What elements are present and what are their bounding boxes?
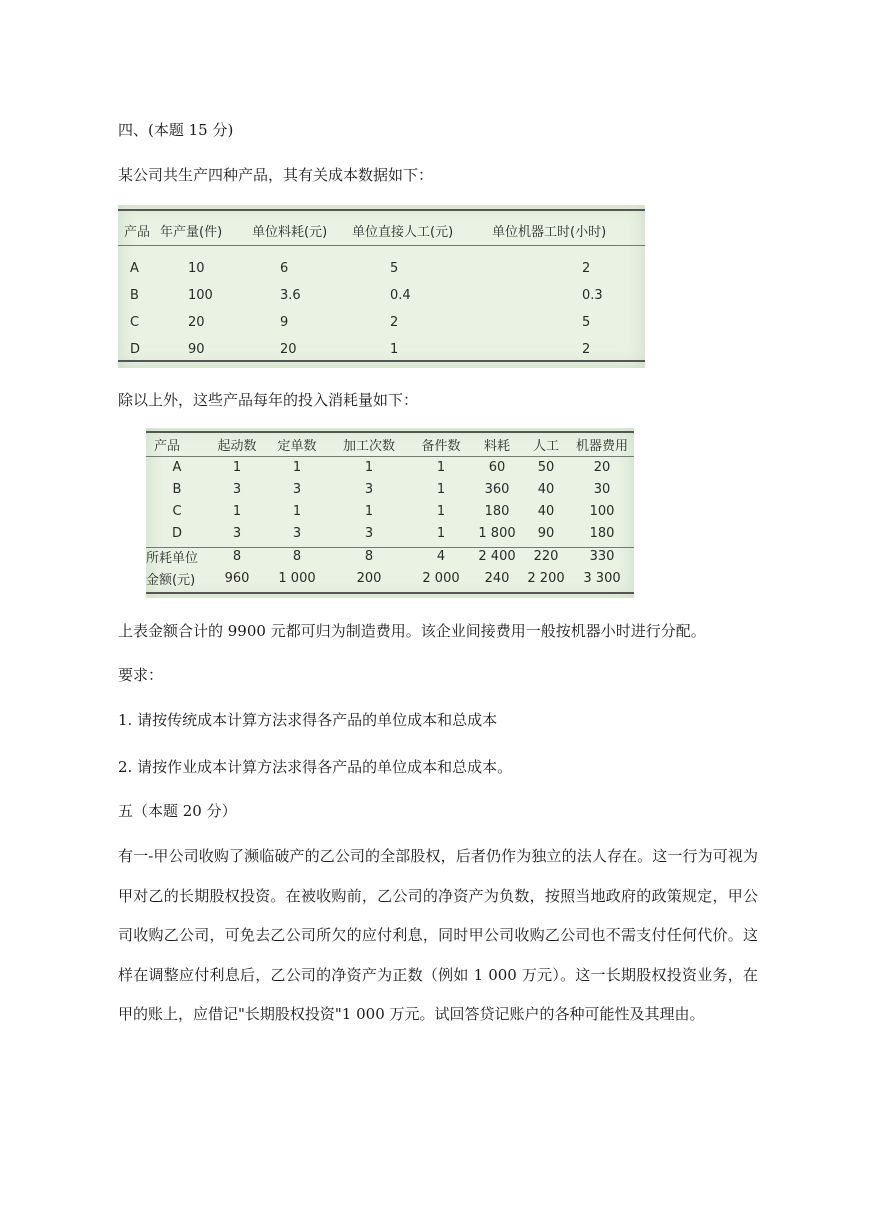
table2-cell: 2 200 — [527, 570, 565, 586]
table2-cell: 40 — [537, 481, 555, 497]
consumption-table — [146, 433, 634, 589]
table-row — [146, 478, 634, 500]
table1-cell: 0.4 — [390, 288, 411, 303]
section4-between-text: 除以上外，这些产品每年的投入消耗量如下： — [118, 391, 419, 409]
table1-cell: 2 — [582, 261, 591, 276]
table1-cell: 20 — [188, 315, 205, 330]
table1-cell: 6 — [280, 261, 289, 276]
table2-cell: 1 800 — [478, 526, 516, 541]
table2-cell: 2 000 — [422, 570, 460, 586]
table-row — [146, 456, 634, 478]
table2-cell: 3 — [292, 481, 302, 497]
table1-cell: 2 — [390, 315, 399, 330]
table2-header: 定单数 — [277, 439, 317, 454]
table1-cell: 90 — [188, 342, 205, 357]
section5-heading: 五（本题 20 分） — [118, 802, 237, 820]
table1-cell: 1 — [390, 342, 399, 357]
table2-amount-row — [146, 567, 634, 589]
table2-header: 料耗 — [483, 439, 510, 454]
table-row — [146, 500, 634, 522]
table2-bottom-rule — [146, 592, 634, 594]
table2-cell: 180 — [589, 526, 615, 541]
table-row — [118, 309, 645, 336]
section4-heading: 四、(本题 15 分) — [118, 121, 234, 139]
table1-top-rule — [118, 209, 645, 211]
table2-cell: 40 — [537, 503, 555, 519]
table2-header: 起动数 — [217, 439, 257, 454]
section4-intro: 某公司共生产四种产品，其有关成本数据如下： — [118, 166, 434, 184]
table2-cell: 3 — [232, 526, 242, 541]
table-row — [118, 255, 645, 282]
table2-cell: D — [171, 526, 182, 541]
table2-cell: 100 — [589, 503, 615, 519]
table2-header: 备件数 — [421, 439, 461, 454]
table2-cell: 360 — [484, 481, 510, 497]
table2-cell: 1 — [436, 526, 446, 541]
table2-header: 机器费用 — [575, 439, 628, 454]
table2-cell: 1 — [436, 459, 446, 475]
table2-cell: 1 — [232, 459, 242, 475]
table1-cell: 20 — [280, 342, 297, 357]
table2-cell: 1 — [292, 459, 302, 475]
table2-cell: 200 — [356, 570, 382, 586]
table2-cell: 8 — [292, 548, 302, 564]
table1-cell: C — [130, 315, 140, 330]
table2-cell: 330 — [589, 548, 615, 564]
table2-cell: 1 000 — [278, 570, 316, 586]
consumption-table-image — [146, 428, 634, 598]
table2-cell: 8 — [364, 548, 374, 564]
table1-cell: 3.6 — [280, 288, 301, 303]
table2-cell: 220 — [533, 548, 559, 564]
section4-note: 上表金额合计的 9900 元都可归为制造费用。该企业间接费用一般按机器小时进行分配。 — [118, 622, 706, 640]
requirements-label: 要求： — [118, 666, 164, 684]
table2-cell: 所耗单位 — [146, 550, 199, 566]
table1-cell: B — [130, 288, 139, 303]
table-row — [118, 282, 645, 309]
table2-cell: 2 400 — [478, 548, 516, 564]
table2-cell: C — [172, 503, 182, 519]
requirement-2: 2. 请按作业成本计算方法求得各产品的单位成本和总成本。 — [118, 758, 513, 776]
table1-cell: 0.3 — [582, 288, 603, 303]
table1-cell: A — [130, 261, 139, 276]
table2-cell: 1 — [436, 481, 446, 497]
table2-header: 加工次数 — [342, 439, 395, 454]
table1-cell: 10 — [188, 261, 205, 276]
table2-header-row — [146, 433, 634, 456]
table1-cell: 2 — [582, 342, 591, 357]
cost-data-table — [118, 217, 645, 363]
section5-body: 有一-甲公司收购了濒临破产的乙公司的全部股权，后者仍作为独立的法人存在。这一行为可视为甲对乙的长期股权投资。在被收购前，乙公司的净资产为负数，按照当地政府的政策规定，甲公司收购乙公司，可免去乙公司所欠的应付利息，同时甲公司收购乙公司也不需支付任何代价。这样在调整应付利息后，乙公司的净资产为正数（例如 1 000 万元）。这一长期股权投资业务，在甲的账上，应借记"长期股权投资"1 000 万元。试回答贷记账户的各种可能性及其理由。 — [118, 847, 758, 1023]
table1-header: 产品 — [124, 224, 151, 240]
table1-cell: 100 — [188, 288, 213, 303]
table2-cell: 8 — [232, 548, 242, 564]
table-row — [146, 522, 634, 545]
table1-header: 年产量(件) — [160, 224, 223, 240]
table2-cell: 60 — [488, 459, 506, 475]
table2-total-row — [146, 545, 634, 567]
table1-cell: 5 — [582, 315, 591, 330]
table2-cell: 240 — [484, 570, 510, 586]
table2-cell: 3 — [364, 481, 374, 497]
table1-cell: D — [130, 342, 141, 357]
table2-header: 产品 — [154, 439, 181, 454]
table1-header-row — [118, 217, 645, 243]
table2-cell: 30 — [593, 481, 611, 497]
table2-cell: 960 — [224, 570, 250, 586]
table2-cell: 90 — [537, 526, 555, 541]
table2-header: 人工 — [532, 439, 559, 454]
table2-cell: 1 — [436, 503, 446, 519]
table2-cell: A — [172, 459, 182, 475]
table1-header: 单位料耗(元) — [252, 224, 328, 240]
table2-cell: 1 — [364, 503, 374, 519]
table2-cell: 1 — [364, 459, 374, 475]
table2-cell: 1 — [232, 503, 242, 519]
table2-cell: 3 300 — [583, 570, 621, 586]
requirement-1: 1. 请按传统成本计算方法求得各产品的单位成本和总成本 — [118, 711, 498, 729]
table1-cell: 9 — [280, 315, 289, 330]
table2-cell: 3 — [364, 526, 374, 541]
cost-data-table-image — [118, 205, 645, 368]
table2-cell: 3 — [232, 481, 242, 497]
table2-cell: 金额(元) — [146, 572, 196, 588]
table2-cell: 50 — [537, 459, 555, 475]
table2-cell: 3 — [292, 526, 302, 541]
table1-header: 单位机器工时(小时) — [492, 224, 607, 240]
table2-cell: 20 — [593, 459, 611, 475]
table-row — [118, 336, 645, 363]
table1-cell: 5 — [390, 261, 399, 276]
table2-cell: 180 — [484, 503, 510, 519]
table2-cell: B — [172, 481, 182, 497]
table2-cell: 4 — [436, 548, 446, 564]
table1-header: 单位直接人工(元) — [352, 224, 454, 240]
table2-cell: 1 — [292, 503, 302, 519]
